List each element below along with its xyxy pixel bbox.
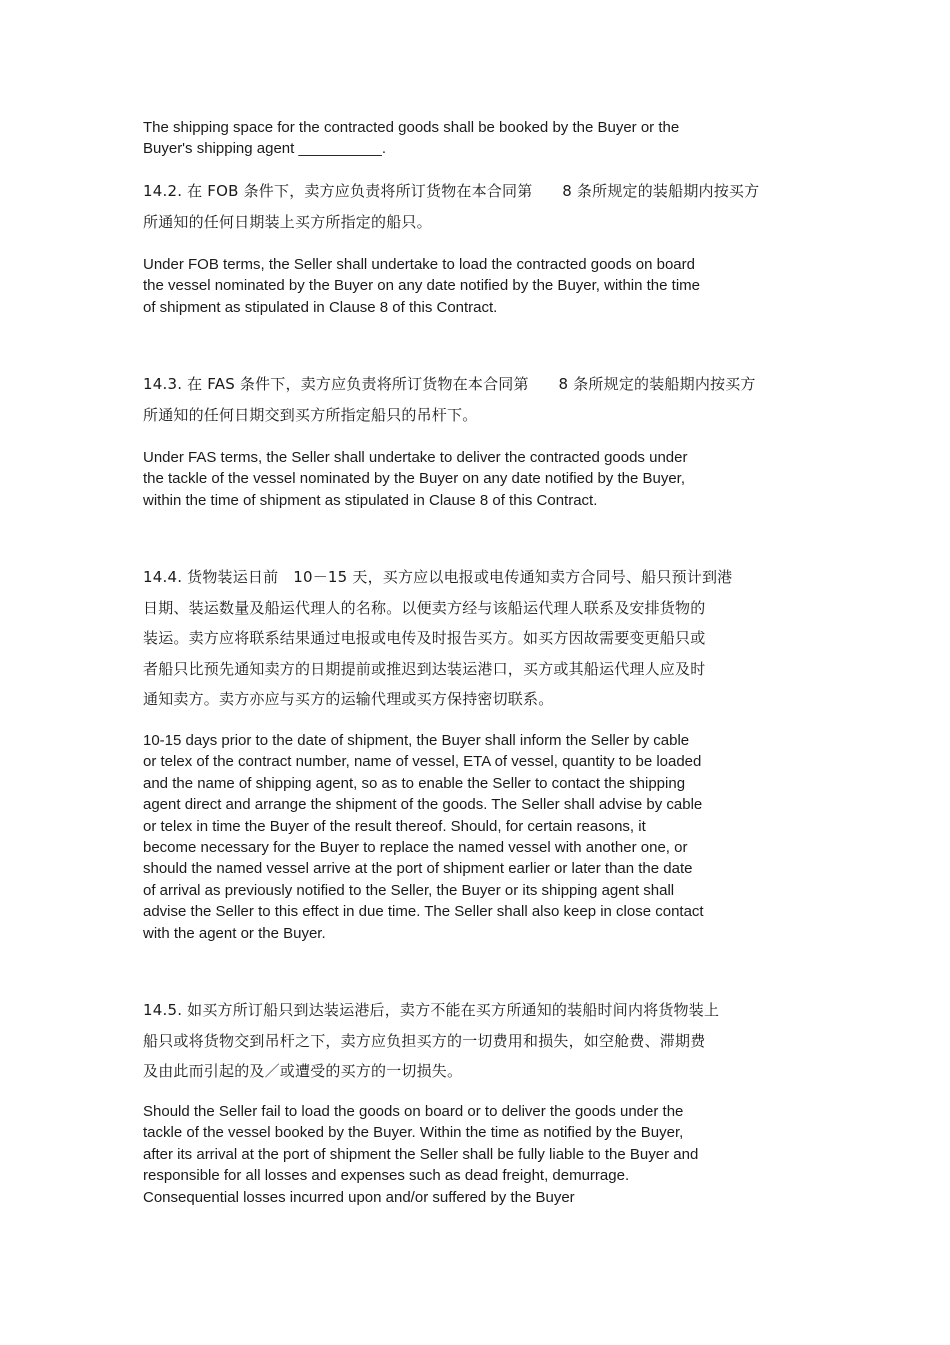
text-line: 10-15 days prior to the date of shipment, the Buyer shall inform the Seller by cable [143, 732, 690, 749]
text-line: 14.4. 货物装运日前 10－15 天，买方应以电报或电传通知卖方合同号、船只预计到港 [143, 568, 733, 586]
paragraph-clause-14-4-en [143, 730, 743, 944]
paragraph-clause-14-2-en [143, 254, 743, 318]
text-line: 装运。卖方应将联系结果通过电报或电传及时报告买方。如买方因故需要变更船只或 [143, 629, 706, 647]
paragraph-clause-14-3-zh [143, 369, 793, 430]
text-line: should the named vessel arrive at the port of shipment earlier or later than the date [143, 860, 693, 878]
text-line: Buyer's shipping agent __________. [143, 140, 387, 158]
text-line: within the time of shipment as stipulated in Clause 8 of this Contract. [143, 491, 598, 509]
text-line: 所通知的任何日期交到买方所指定船只的吊杆下。 [143, 405, 478, 424]
text-line: 日期、装运数量及船运代理人的名称。以便卖方经与该船运代理人联系及安排货物的 [143, 598, 706, 617]
text-line: the vessel nominated by the Buyer on any date notified by the Buyer, within the time [143, 277, 700, 295]
text-line: 所通知的任何日期装上买方所指定的船只。 [143, 212, 432, 231]
text-line: the tackle of the vessel nominated by the Buyer on any date notified by the Buyer, [143, 470, 686, 488]
text-line: or telex of the contract number, name of vessel, ETA of vessel, quantity to be loaded [143, 753, 702, 771]
text-line: Under FAS terms, the Seller shall undertake to deliver the contracted goods under [143, 449, 688, 466]
paragraph-shipping-space-en [143, 117, 743, 160]
paragraph-clause-14-5-en [143, 1101, 743, 1208]
text-line: 通知卖方。卖方亦应与买方的运输代理或买方保持密切联系。 [143, 690, 554, 708]
text-line: after its arrival at the port of shipment the Seller shall be fully liable to the Buyer and [143, 1145, 699, 1163]
text-line: 14.5. 如买方所订船只到达装运港后，卖方不能在买方所通知的装船时间内将货物装上 [143, 1001, 720, 1019]
text-line: 14.2. 在 FOB 条件下，卖方应负责将所订货物在本合同第 8 条所规定的装船期内按买方 [143, 182, 760, 200]
paragraph-clause-14-4-zh [143, 562, 793, 715]
text-line: Consequential losses incurred upon and/or suffered by the Buyer [143, 1188, 575, 1206]
text-line: responsible for all losses and expenses such as dead freight, demurrage. [143, 1167, 630, 1185]
text-line: of arrival as previously notified to the Seller, the Buyer or its shipping agent shall [143, 881, 675, 899]
text-line: Under FOB terms, the Seller shall undertake to load the contracted goods on board [143, 256, 695, 273]
text-line: become necessary for the Buyer to replace the named vessel with another one, or [143, 839, 688, 857]
text-line: 及由此而引起的及／或遭受的买方的一切损失。 [143, 1062, 463, 1080]
text-line: agent direct and arrange the shipment of the goods. The Seller shall advise by cable [143, 796, 703, 814]
paragraph-clause-14-5-zh [143, 995, 793, 1087]
text-line: tackle of the vessel booked by the Buyer. Within the time as notified by the Buyer, [143, 1124, 684, 1142]
text-line: and the name of shipping agent, so as to enable the Seller to contact the shipping [143, 774, 686, 792]
text-line: 14.3. 在 FAS 条件下，卖方应负责将所订货物在本合同第 8 条所规定的装船期内按买方 [143, 375, 756, 393]
text-line: of shipment as stipulated in Clause 8 of this Contract. [143, 298, 498, 316]
text-line: 船只或将货物交到吊杆之下，卖方应负担买方的一切费用和损失，如空舱费、滞期费 [143, 1031, 706, 1050]
paragraph-clause-14-3-en [143, 447, 743, 511]
text-line: or telex in time the Buyer of the result thereof. Should, for certain reasons, it [143, 817, 646, 835]
text-line: Should the Seller fail to load the goods on board or to deliver the goods under the [143, 1103, 684, 1120]
text-line: 者船只比预先通知卖方的日期提前或推迟到达装运港口，买方或其船运代理人应及时 [143, 659, 706, 678]
text-line: with the agent or the Buyer. [143, 924, 326, 942]
text-line: The shipping space for the contracted goods shall be booked by the Buyer or the [143, 119, 680, 136]
text-line: advise the Seller to this effect in due time. The Seller shall also keep in close contact [143, 903, 704, 921]
paragraph-clause-14-2-zh [143, 176, 793, 237]
